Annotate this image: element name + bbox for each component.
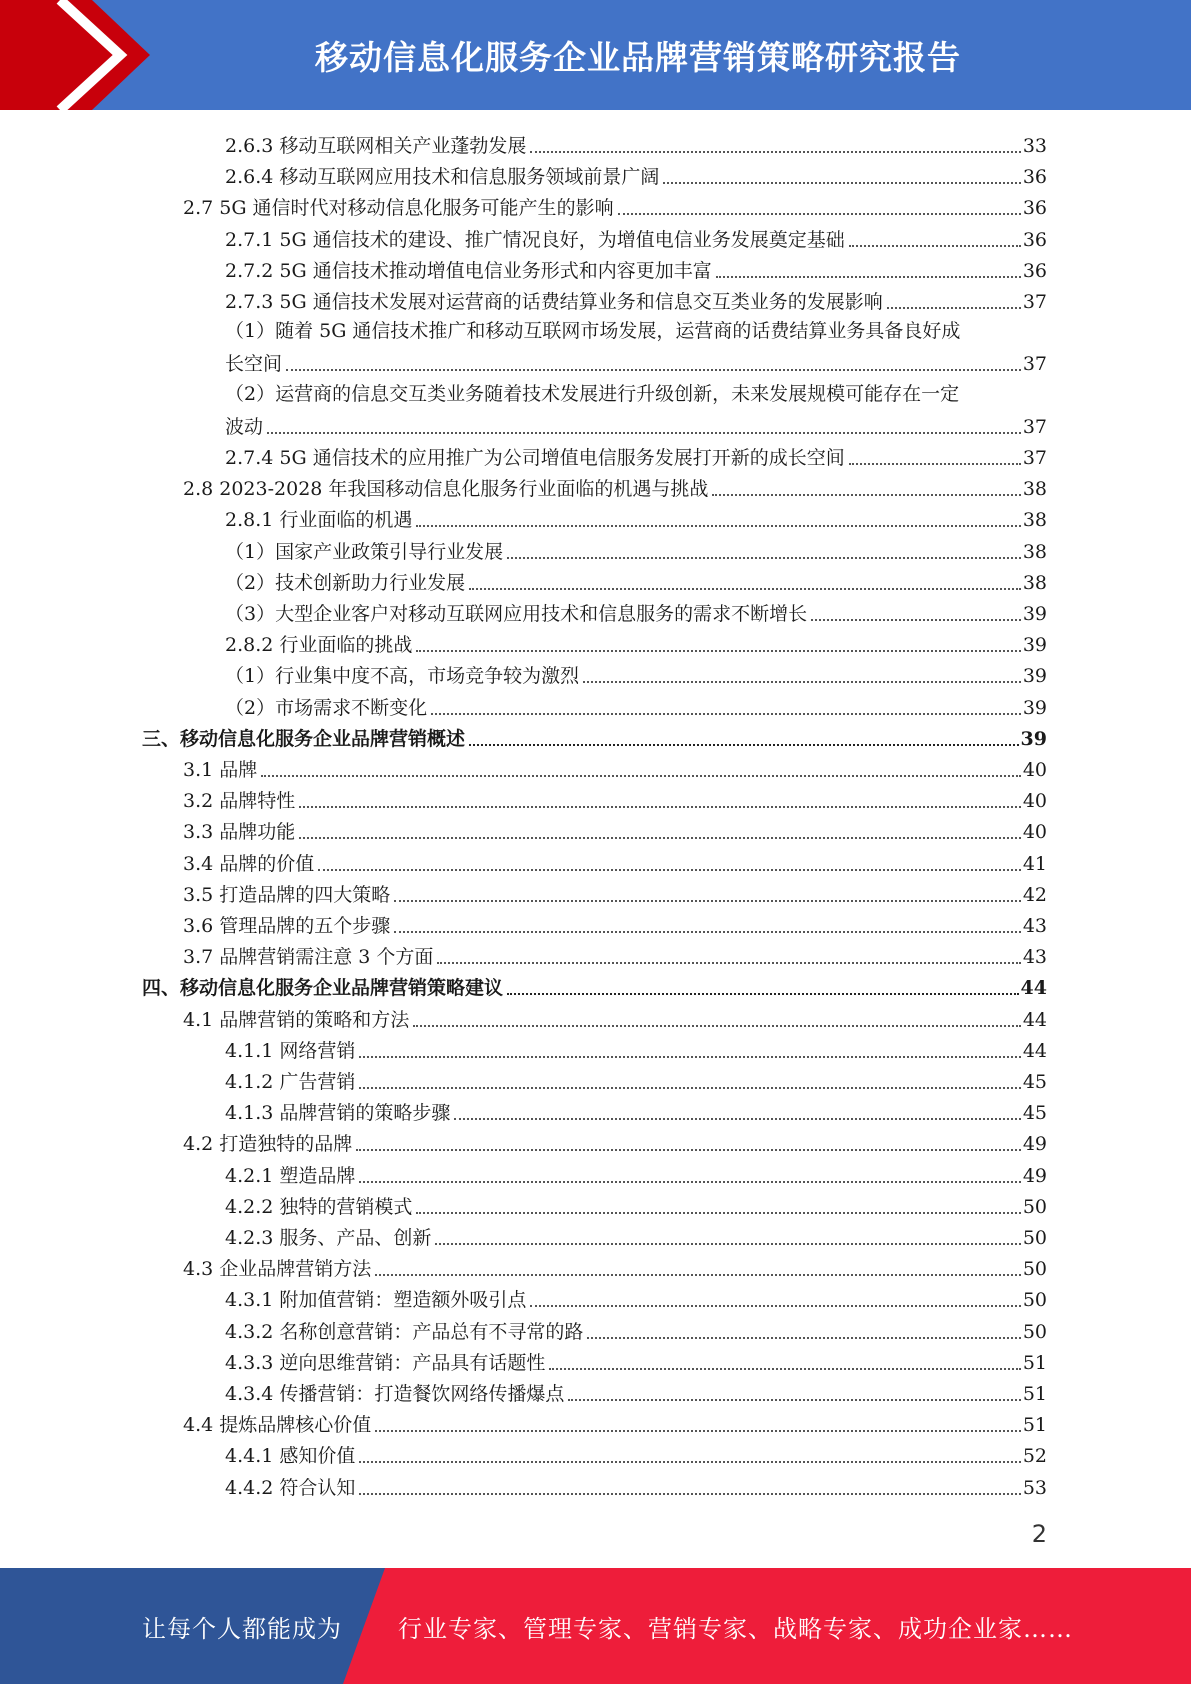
toc-page-number: 36 bbox=[1022, 259, 1047, 282]
toc-entry-label: 4.4.2 符合认知 bbox=[225, 1476, 356, 1499]
toc-leader-dots bbox=[299, 806, 1021, 808]
toc-entry-label: 2.7.4 5G 通信技术的应用推广为公司增值电信服务发展打开新的成长空间 bbox=[225, 447, 845, 469]
toc-entry[interactable] bbox=[225, 1064, 1047, 1095]
toc-entry-label: 4.2 打造独特的品牌 bbox=[183, 1133, 353, 1156]
toc-entry-label: （2）技术创新助力行业发展 bbox=[225, 571, 466, 594]
toc-entry[interactable] bbox=[225, 1314, 1047, 1345]
toc-entry[interactable] bbox=[225, 534, 1047, 565]
toc-page-number: 37 bbox=[1022, 447, 1047, 469]
report-title: 移动信息化服务企业品牌营销策略研究报告 bbox=[315, 37, 961, 77]
toc-page-number: 50 bbox=[1022, 1258, 1047, 1281]
toc-entry-text: （1）随着 5G 通信技术推广和移动互联网市场发展，运营商的话费结算业务具备良好成 bbox=[225, 320, 961, 343]
toc-leader-dots bbox=[716, 276, 1021, 278]
toc-page-number: 39 bbox=[1022, 665, 1047, 688]
toc-leader-dots bbox=[587, 1337, 1020, 1339]
toc-leader-dots bbox=[887, 307, 1021, 309]
toc-entry[interactable] bbox=[183, 814, 1047, 845]
toc-leader-dots bbox=[469, 588, 1021, 590]
toc-entry-label: 4.2.1 塑造品牌 bbox=[225, 1164, 356, 1187]
toc-entry[interactable] bbox=[183, 190, 1047, 221]
toc-page-number: 44 bbox=[1020, 977, 1047, 1000]
toc-entry-label: 2.8.1 行业面临的机遇 bbox=[225, 509, 413, 532]
toc-entry-label: 2.6.3 移动互联网相关产业蓬勃发展 bbox=[225, 135, 527, 157]
report-footer bbox=[0, 1568, 1191, 1684]
toc-entry-label: 3.1 品牌 bbox=[183, 759, 258, 781]
toc-leader-dots bbox=[286, 369, 1021, 371]
toc-leader-dots bbox=[663, 182, 1020, 184]
toc-entry-label: 3.5 打造品牌的四大策略 bbox=[183, 883, 391, 906]
toc-leader-dots bbox=[359, 1056, 1020, 1058]
toc-entry-label: 4.3 企业品牌营销方法 bbox=[183, 1258, 372, 1281]
toc-entry-label: 4.1 品牌营销的策略和方法 bbox=[183, 1008, 410, 1031]
toc-entry[interactable] bbox=[183, 939, 1047, 970]
toc-entry-label: 4.1.2 广告营销 bbox=[225, 1071, 356, 1093]
toc-page-number: 40 bbox=[1022, 790, 1047, 813]
toc-page-number: 40 bbox=[1022, 759, 1047, 781]
toc-page-number: 50 bbox=[1022, 1289, 1047, 1312]
toc-leader-dots bbox=[568, 1399, 1020, 1401]
toc-entry[interactable] bbox=[183, 877, 1047, 908]
toc-entry-label: 2.7 5G 通信时代对移动信息化服务可能产生的影响 bbox=[183, 197, 614, 220]
toc-entry[interactable] bbox=[225, 1438, 1047, 1469]
toc-entry[interactable] bbox=[225, 128, 1047, 159]
toc-leader-dots bbox=[811, 619, 1021, 621]
toc-entry-label: 三、移动信息化服务企业品牌营销概述 bbox=[142, 727, 466, 750]
toc-entry-label: 2.8.2 行业面临的挑战 bbox=[225, 634, 413, 657]
toc-leader-dots bbox=[375, 1430, 1021, 1432]
toc-entry[interactable] bbox=[225, 1158, 1047, 1189]
toc-page-number: 38 bbox=[1022, 540, 1047, 563]
toc-entry[interactable] bbox=[183, 846, 1047, 877]
toc-page-number: 45 bbox=[1022, 1102, 1047, 1125]
toc-page-number: 39 bbox=[1020, 727, 1047, 750]
toc-page-number: 51 bbox=[1022, 1414, 1047, 1437]
toc-entry[interactable] bbox=[225, 346, 1047, 377]
toc-page-number: 45 bbox=[1022, 1071, 1047, 1093]
toc-leader-dots bbox=[416, 650, 1020, 652]
toc-entry-label: 2.8 2023-2028 年我国移动信息化服务行业面临的机遇与挑战 bbox=[183, 478, 709, 501]
toc-chapter-entry[interactable] bbox=[142, 970, 1047, 1001]
toc-leader-dots bbox=[507, 557, 1021, 559]
toc-entry-label: 2.6.4 移动互联网应用技术和信息服务领域前景广阔 bbox=[225, 166, 660, 189]
toc-page-number: 50 bbox=[1022, 1195, 1047, 1218]
toc-entry[interactable] bbox=[225, 1282, 1047, 1313]
toc-entry[interactable] bbox=[225, 658, 1047, 689]
toc-entry-label: 3.7 品牌营销需注意 3 个方面 bbox=[183, 946, 434, 969]
toc-entry-label: 4.3.4 传播营销：打造餐饮网络传播爆点 bbox=[225, 1383, 565, 1405]
toc-entry[interactable] bbox=[183, 1407, 1047, 1438]
toc-page-number: 37 bbox=[1022, 353, 1047, 376]
toc-entry[interactable] bbox=[225, 409, 1047, 440]
toc-entry-label: 4.2.2 独特的营销模式 bbox=[225, 1195, 413, 1218]
toc-entry-label: 4.3.2 名称创意营销：产品总有不寻常的路 bbox=[225, 1320, 584, 1343]
toc-entry-label: 4.3.1 附加值营销：塑造额外吸引点 bbox=[225, 1289, 527, 1312]
toc-entry-label: 波动 bbox=[225, 415, 264, 438]
toc-entry[interactable] bbox=[225, 502, 1047, 533]
toc-entry-label: 4.3.3 逆向思维营销：产品具有话题性 bbox=[225, 1351, 546, 1374]
toc-leader-dots bbox=[549, 1368, 1020, 1370]
toc-leader-dots bbox=[394, 931, 1021, 933]
toc-leader-dots bbox=[359, 1493, 1020, 1495]
toc-leader-dots bbox=[413, 1025, 1021, 1027]
toc-page-number: 37 bbox=[1022, 291, 1047, 313]
toc-entry[interactable] bbox=[225, 253, 1047, 284]
toc-entry[interactable] bbox=[183, 783, 1047, 814]
page-number: 2 bbox=[1031, 1520, 1047, 1548]
toc-leader-dots bbox=[299, 837, 1021, 839]
toc-entry[interactable] bbox=[225, 1470, 1047, 1501]
toc-page-number: 51 bbox=[1022, 1351, 1047, 1374]
toc-entry[interactable] bbox=[225, 1095, 1047, 1126]
toc-leader-dots bbox=[416, 525, 1020, 527]
toc-entry-label: 4.4 提炼品牌核心价值 bbox=[183, 1414, 372, 1437]
toc-entry[interactable] bbox=[225, 159, 1047, 190]
toc-page-number: 49 bbox=[1022, 1164, 1047, 1187]
toc-entry-label: 3.6 管理品牌的五个步骤 bbox=[183, 915, 391, 937]
toc-entry[interactable] bbox=[183, 752, 1047, 783]
toc-entry-label: （1）行业集中度不高，市场竞争较为激烈 bbox=[225, 665, 580, 688]
toc-entry[interactable] bbox=[183, 1126, 1047, 1157]
toc-entry-text: （2）运营商的信息交互类业务随着技术发展进行升级创新，未来发展规模可能存在一定 bbox=[225, 382, 960, 405]
toc-page-number: 39 bbox=[1022, 634, 1047, 657]
toc-leader-dots bbox=[261, 775, 1021, 777]
toc-entry[interactable] bbox=[225, 1345, 1047, 1376]
toc-entry[interactable] bbox=[225, 565, 1047, 596]
toc-entry[interactable] bbox=[183, 471, 1047, 502]
toc-page-number: 38 bbox=[1022, 509, 1047, 532]
toc-page-number: 38 bbox=[1022, 478, 1047, 501]
toc-leader-dots bbox=[454, 1118, 1020, 1120]
toc-leader-dots bbox=[618, 213, 1021, 215]
toc-leader-dots bbox=[712, 494, 1020, 496]
toc-entry[interactable] bbox=[183, 908, 1047, 939]
toc-entry[interactable] bbox=[183, 1002, 1047, 1033]
toc-leader-dots bbox=[267, 432, 1021, 434]
toc-entry[interactable] bbox=[225, 222, 1047, 253]
toc-leader-dots bbox=[435, 1243, 1020, 1245]
toc-leader-dots bbox=[583, 681, 1021, 683]
toc-leader-dots bbox=[530, 151, 1020, 153]
toc-page-number: 39 bbox=[1022, 603, 1047, 625]
toc-entry[interactable] bbox=[225, 440, 1047, 471]
toc-leader-dots bbox=[375, 1274, 1021, 1276]
toc-leader-dots bbox=[849, 463, 1021, 465]
toc-entry-label: 3.3 品牌功能 bbox=[183, 821, 296, 844]
toc-page-number: 33 bbox=[1022, 135, 1047, 157]
toc-entry-label: （3）大型企业客户对移动互联网应用技术和信息服务的需求不断增长 bbox=[225, 603, 808, 625]
toc-page-number: 43 bbox=[1022, 946, 1047, 969]
toc-entry-label: （1）国家产业政策引导行业发展 bbox=[225, 540, 504, 563]
toc-entry[interactable] bbox=[225, 1376, 1047, 1407]
toc-entry[interactable] bbox=[225, 596, 1047, 627]
toc-page-number: 42 bbox=[1022, 883, 1047, 906]
toc-leader-dots bbox=[469, 744, 1019, 746]
toc-leader-dots bbox=[431, 713, 1021, 715]
toc-entry-label: 3.4 品牌的价值 bbox=[183, 852, 315, 875]
toc-entry-label: 2.7.2 5G 通信技术推动增值电信业务形式和内容更加丰富 bbox=[225, 259, 712, 282]
toc-leader-dots bbox=[394, 900, 1021, 902]
toc-page-number: 49 bbox=[1022, 1133, 1047, 1156]
toc-leader-dots bbox=[359, 1181, 1020, 1183]
toc-entry-label: （2）市场需求不断变化 bbox=[225, 696, 428, 719]
toc-entry[interactable] bbox=[225, 1220, 1047, 1251]
toc-entry-label: 四、移动信息化服务企业品牌营销策略建议 bbox=[142, 977, 504, 1000]
toc-leader-dots bbox=[507, 993, 1019, 995]
toc-page-number: 39 bbox=[1022, 696, 1047, 719]
toc-leader-dots bbox=[356, 1149, 1021, 1151]
toc-entry[interactable] bbox=[225, 690, 1047, 721]
toc-entry[interactable] bbox=[225, 1189, 1047, 1220]
toc-entry-label: 2.7.1 5G 通信技术的建设、推广情况良好，为增值电信业务发展奠定基础 bbox=[225, 228, 845, 251]
toc-entry-label: 4.1.1 网络营销 bbox=[225, 1039, 356, 1062]
toc-entry-label: 4.1.3 品牌营销的策略步骤 bbox=[225, 1102, 451, 1125]
report-header bbox=[0, 0, 1191, 110]
toc-page-number: 52 bbox=[1022, 1445, 1047, 1468]
toc-page-number: 41 bbox=[1022, 852, 1047, 875]
toc-entry-label: 长空间 bbox=[225, 353, 283, 376]
toc-leader-dots bbox=[318, 869, 1021, 871]
toc-leader-dots bbox=[530, 1305, 1020, 1307]
toc-leader-dots bbox=[416, 1212, 1020, 1214]
toc-entry[interactable] bbox=[225, 284, 1047, 315]
toc-page-number: 36 bbox=[1022, 166, 1047, 189]
toc-leader-dots bbox=[359, 1087, 1020, 1089]
toc-page-number: 53 bbox=[1022, 1476, 1047, 1499]
toc-page-number: 50 bbox=[1022, 1227, 1047, 1249]
toc-page-number: 38 bbox=[1022, 571, 1047, 594]
toc-page-number: 36 bbox=[1022, 228, 1047, 251]
toc-page-number: 40 bbox=[1022, 821, 1047, 844]
toc-page-number: 44 bbox=[1022, 1008, 1047, 1031]
toc-entry[interactable] bbox=[225, 1033, 1047, 1064]
toc-leader-dots bbox=[849, 245, 1021, 247]
toc-page-number: 43 bbox=[1022, 915, 1047, 937]
toc-entry-label: 4.4.1 感知价值 bbox=[225, 1445, 356, 1468]
header-arrow-decoration bbox=[0, 0, 150, 110]
toc-page-number: 51 bbox=[1022, 1383, 1047, 1405]
toc-page-number: 50 bbox=[1022, 1320, 1047, 1343]
toc-page-number: 44 bbox=[1022, 1039, 1047, 1062]
toc-leader-dots bbox=[359, 1461, 1020, 1463]
toc-entry[interactable] bbox=[225, 627, 1047, 658]
toc-chapter-entry[interactable] bbox=[142, 721, 1047, 752]
toc-page-number: 37 bbox=[1022, 415, 1047, 438]
toc-leader-dots bbox=[437, 962, 1020, 964]
toc-entry-label: 3.2 品牌特性 bbox=[183, 790, 296, 813]
footer-slogan-left: 让每个人都能成为 bbox=[142, 1614, 342, 1643]
footer-slogan-right: 行业专家、管理专家、营销专家、战略专家、成功企业家…… bbox=[398, 1614, 1073, 1643]
toc-entry-label: 4.2.3 服务、产品、创新 bbox=[225, 1227, 432, 1249]
toc-entry-label: 2.7.3 5G 通信技术发展对运营商的话费结算业务和信息交互类业务的发展影响 bbox=[225, 291, 883, 313]
toc-page-number: 36 bbox=[1022, 197, 1047, 220]
toc-entry[interactable] bbox=[183, 1251, 1047, 1282]
